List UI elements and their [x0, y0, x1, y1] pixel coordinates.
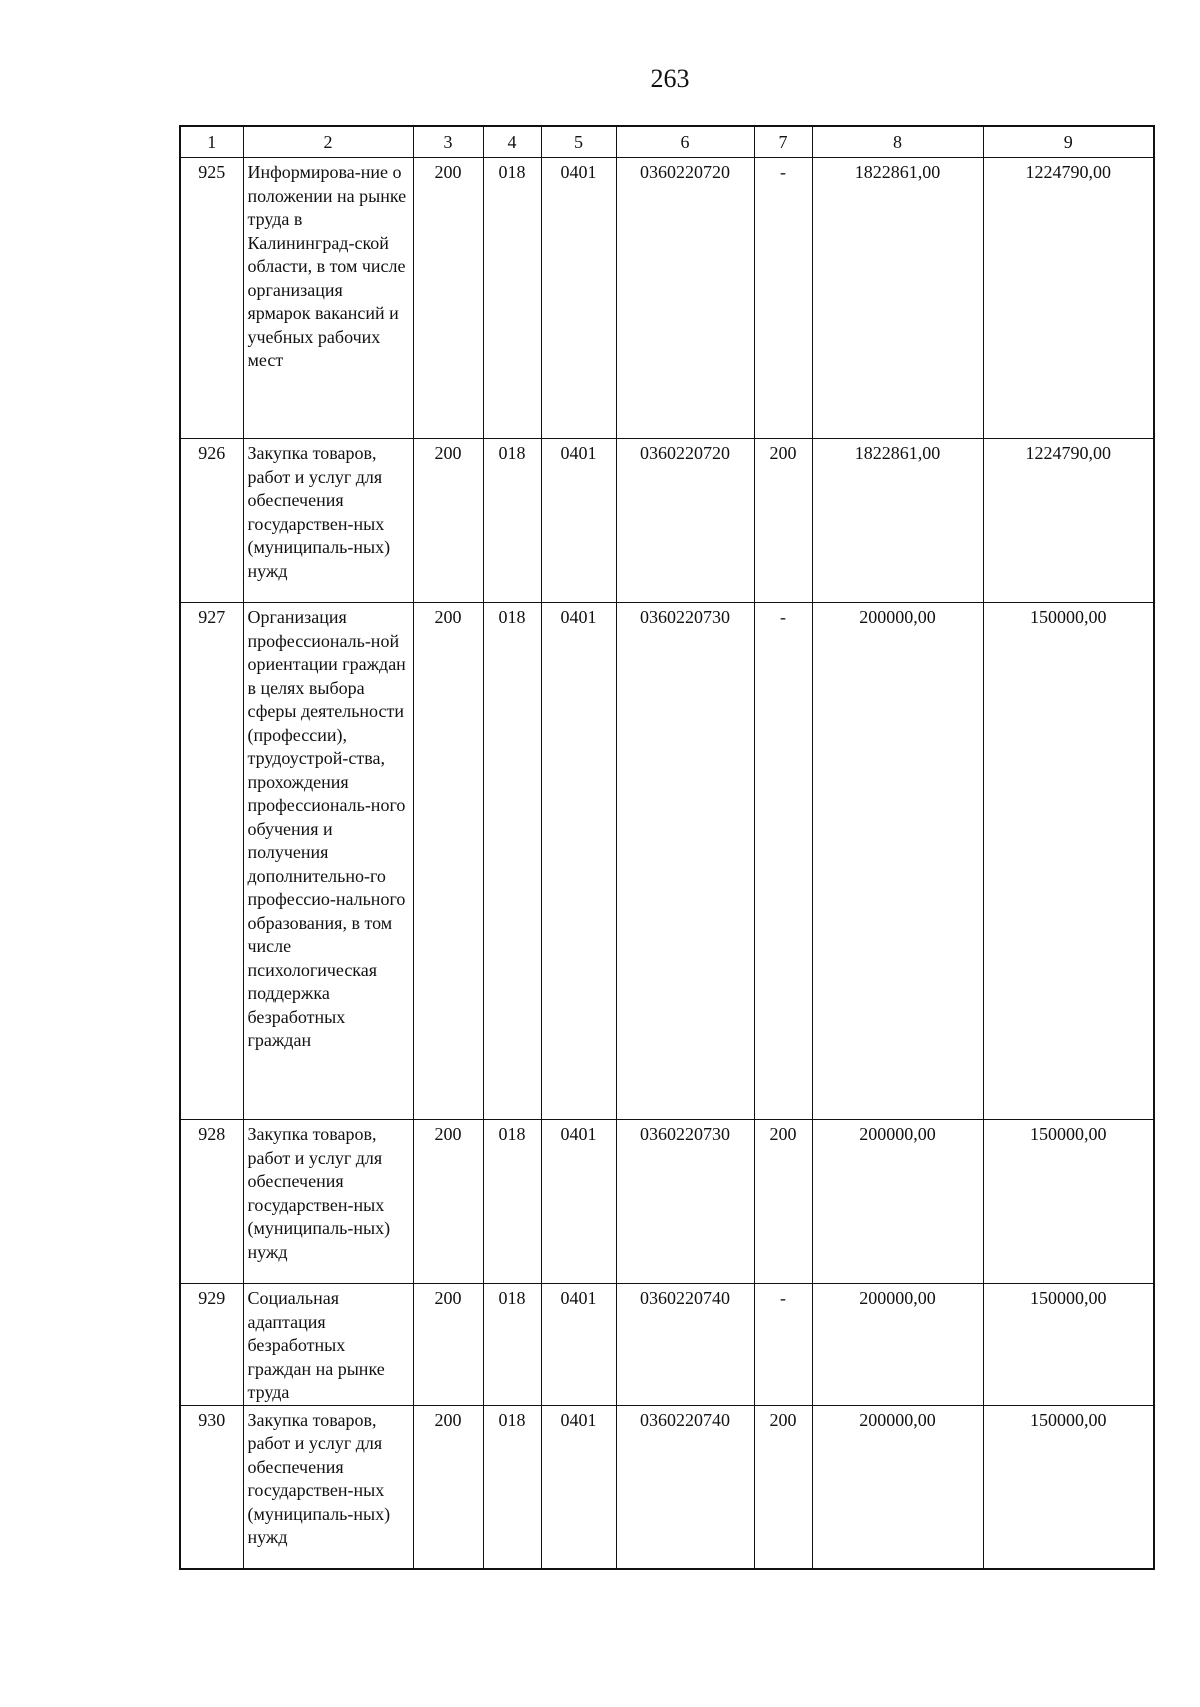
row-code-7: 200 — [754, 1120, 812, 1284]
row-amount-8: 200000,00 — [812, 1405, 983, 1569]
row-number: 930 — [180, 1405, 243, 1569]
row-code-3: 200 — [413, 1284, 483, 1406]
table-row — [180, 1120, 1154, 1284]
row-code-5: 0401 — [541, 1284, 616, 1406]
row-code-3: 200 — [413, 1405, 483, 1569]
row-code-6: 0360220740 — [616, 1405, 754, 1569]
header-col-4: 4 — [483, 126, 541, 158]
row-code-4: 018 — [483, 1284, 541, 1406]
row-number: 927 — [180, 603, 243, 1120]
table-row — [180, 1284, 1154, 1406]
row-code-3: 200 — [413, 603, 483, 1120]
row-code-6: 0360220730 — [616, 603, 754, 1120]
row-description: Организация профессиональ-ной ориентации граждан в целях выбора сферы деятельности (профессии), трудоустрой-ства, прохождения профессиональ-ного обучения и получения дополнительно-го профессио-нального образования, в том числе психологическая поддержка безработных граждан — [243, 603, 413, 1120]
header-col-3: 3 — [413, 126, 483, 158]
row-description: Закупка товаров, работ и услуг для обеспечения государствен-ных (муниципаль-ных) нужд — [243, 1120, 413, 1284]
row-code-3: 200 — [413, 1120, 483, 1284]
row-number: 926 — [180, 439, 243, 603]
row-amount-9: 150000,00 — [983, 603, 1154, 1120]
header-col-2: 2 — [243, 126, 413, 158]
header-col-7: 7 — [754, 126, 812, 158]
row-code-4: 018 — [483, 1120, 541, 1284]
row-amount-9: 150000,00 — [983, 1120, 1154, 1284]
row-amount-9: 1224790,00 — [983, 158, 1154, 439]
table-row — [180, 158, 1154, 439]
row-code-4: 018 — [483, 603, 541, 1120]
row-code-5: 0401 — [541, 158, 616, 439]
row-description: Информирова-ние о положении на рынке труда в Калининград-ской области, в том числе организация ярмарок вакансий и учебных рабочих мест — [243, 158, 413, 439]
row-code-3: 200 — [413, 158, 483, 439]
row-description: Закупка товаров, работ и услуг для обеспечения государствен-ных (муниципаль-ных) нужд — [243, 439, 413, 603]
row-number: 925 — [180, 158, 243, 439]
table-row — [180, 1405, 1154, 1569]
row-amount-9: 150000,00 — [983, 1284, 1154, 1406]
row-code-5: 0401 — [541, 603, 616, 1120]
row-code-4: 018 — [483, 439, 541, 603]
table-row — [180, 603, 1154, 1120]
row-amount-9: 150000,00 — [983, 1405, 1154, 1569]
row-amount-8: 200000,00 — [812, 603, 983, 1120]
budget-table — [179, 125, 1155, 1570]
row-number: 928 — [180, 1120, 243, 1284]
row-amount-9: 1224790,00 — [983, 439, 1154, 603]
row-code-3: 200 — [413, 439, 483, 603]
row-code-6: 0360220720 — [616, 439, 754, 603]
table-row — [180, 439, 1154, 603]
row-description: Социальная адаптация безработных граждан на рынке труда — [243, 1284, 413, 1406]
header-col-1: 1 — [180, 126, 243, 158]
row-amount-8: 200000,00 — [812, 1120, 983, 1284]
row-code-6: 0360220720 — [616, 158, 754, 439]
header-col-8: 8 — [812, 126, 983, 158]
header-row — [180, 126, 1154, 158]
row-code-6: 0360220730 — [616, 1120, 754, 1284]
row-code-6: 0360220740 — [616, 1284, 754, 1406]
page-number: 263 — [650, 64, 690, 93]
row-amount-8: 200000,00 — [812, 1284, 983, 1406]
header-col-9: 9 — [983, 126, 1154, 158]
row-description: Закупка товаров, работ и услуг для обеспечения государствен-ных (муниципаль-ных) нужд — [243, 1405, 413, 1569]
row-code-5: 0401 — [541, 1405, 616, 1569]
header-col-6: 6 — [616, 126, 754, 158]
row-code-5: 0401 — [541, 1120, 616, 1284]
row-amount-8: 1822861,00 — [812, 158, 983, 439]
row-code-4: 018 — [483, 158, 541, 439]
row-code-5: 0401 — [541, 439, 616, 603]
row-code-4: 018 — [483, 1405, 541, 1569]
row-code-7: 200 — [754, 1405, 812, 1569]
header-col-5: 5 — [541, 126, 616, 158]
row-amount-8: 1822861,00 — [812, 439, 983, 603]
row-code-7: - — [754, 1284, 812, 1406]
row-code-7: - — [754, 158, 812, 439]
row-number: 929 — [180, 1284, 243, 1406]
row-code-7: - — [754, 603, 812, 1120]
row-code-7: 200 — [754, 439, 812, 603]
